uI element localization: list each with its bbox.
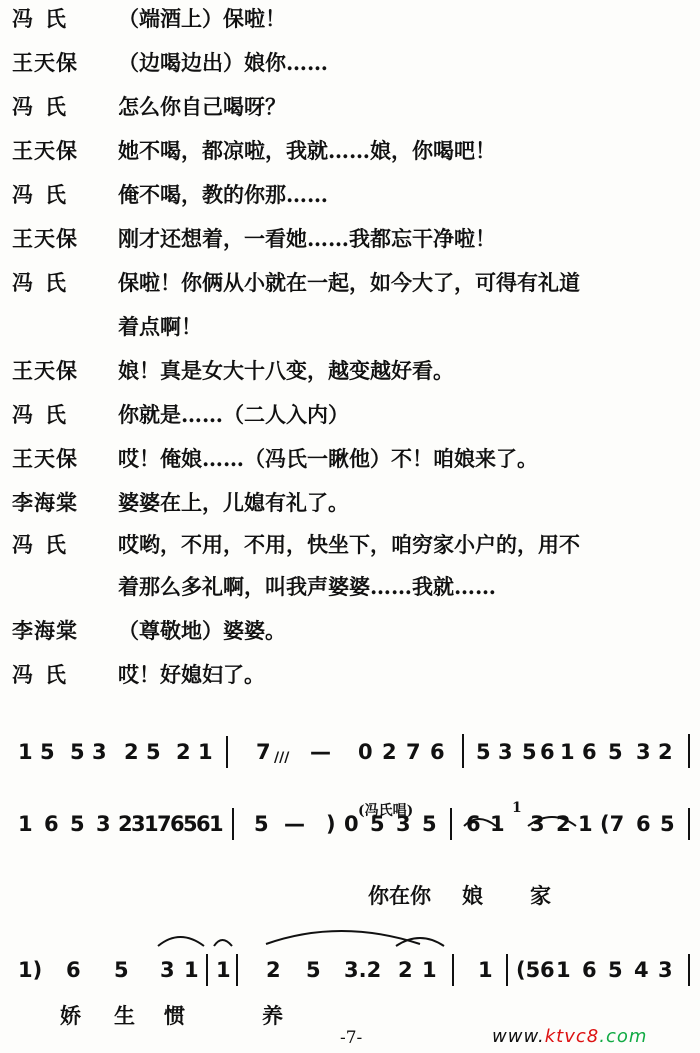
score-note: 3 bbox=[160, 958, 175, 982]
dialogue-text: 着那么多礼啊，叫我声婆婆……我就…… bbox=[118, 574, 496, 599]
score-note: 6 bbox=[430, 740, 445, 764]
watermark-part: www. bbox=[492, 1026, 545, 1047]
watermark-part: ktvc8 bbox=[544, 1026, 600, 1047]
dialogue-text: 着点啊！ bbox=[118, 314, 202, 339]
dialogue-text: （尊敬地）婆婆。 bbox=[118, 618, 286, 643]
score-note: 6 bbox=[66, 958, 81, 982]
score-note: 5 bbox=[70, 740, 85, 764]
score-note: 1 bbox=[18, 740, 33, 764]
score-note: 5 bbox=[608, 740, 623, 764]
bar-line bbox=[236, 954, 238, 986]
score-note: 2 bbox=[176, 740, 191, 764]
score-note: 7 bbox=[406, 740, 421, 764]
lyric-syllable: 惯 bbox=[164, 1003, 185, 1028]
bar-line bbox=[206, 954, 208, 986]
speaker-name: 王天保 bbox=[12, 358, 78, 383]
grace-note: 1 bbox=[512, 800, 522, 816]
score-note: 3 bbox=[530, 812, 545, 836]
score-note: 6 bbox=[636, 812, 651, 836]
bar-line bbox=[450, 808, 452, 840]
dialogue-text: 怎么你自己喝呀？ bbox=[118, 94, 286, 119]
slur-arc bbox=[158, 937, 204, 946]
lyric-syllable: 生 bbox=[114, 1003, 135, 1028]
score-note: (7 bbox=[600, 812, 625, 836]
speaker-name: 冯氏 bbox=[12, 270, 78, 295]
score-note: 1) bbox=[18, 958, 43, 982]
score-note: 6 bbox=[540, 958, 555, 982]
score-note: 3 bbox=[96, 812, 111, 836]
slur-arc bbox=[214, 940, 232, 946]
dialogue-text: 保啦！你俩从小就在一起，如今大了，可得有礼道 bbox=[118, 270, 580, 295]
speaker-name: 冯氏 bbox=[12, 662, 78, 687]
score-note: 7 bbox=[256, 740, 271, 764]
score-note: 6 bbox=[582, 958, 597, 982]
speaker-name: 冯氏 bbox=[12, 532, 78, 557]
score-note: 5 bbox=[370, 812, 385, 836]
score-note: 1 bbox=[18, 812, 33, 836]
score-note: ) bbox=[326, 812, 336, 836]
score-note: 6 bbox=[466, 812, 481, 836]
dialogue-text: 婆婆在上，儿媳有礼了。 bbox=[118, 490, 349, 515]
bar-line bbox=[462, 734, 464, 768]
score-note: 1 bbox=[209, 812, 224, 836]
bar-line bbox=[688, 954, 690, 986]
score-note: 2 bbox=[124, 740, 139, 764]
speaker-name: 王天保 bbox=[12, 138, 78, 163]
score-note: 1 bbox=[478, 958, 493, 982]
score-note: 5 bbox=[183, 812, 198, 836]
score-note: 5 bbox=[146, 740, 161, 764]
lyric-syllable: 你在你 bbox=[368, 883, 431, 908]
score-note: 5 bbox=[476, 740, 491, 764]
score-note: 0 bbox=[358, 740, 373, 764]
speaker-name: 王天保 bbox=[12, 226, 78, 251]
score-note: 1 bbox=[216, 958, 231, 982]
score-note: 5 bbox=[522, 740, 537, 764]
score-note: 5 bbox=[254, 812, 269, 836]
score-note: 1 bbox=[578, 812, 593, 836]
slur-arc bbox=[396, 938, 444, 946]
score-note: 1 bbox=[144, 812, 159, 836]
score-note: 6 bbox=[196, 812, 211, 836]
speaker-name: 冯氏 bbox=[12, 94, 78, 119]
watermark-part: .com bbox=[599, 1026, 648, 1047]
speaker-name: 王天保 bbox=[12, 446, 78, 471]
lyric-syllable: 家 bbox=[530, 883, 551, 908]
score-note: 3 bbox=[636, 740, 651, 764]
score-note: 5 bbox=[306, 958, 321, 982]
lyric-syllable: 娇 bbox=[60, 1003, 81, 1028]
singer-annotation: (冯氏唱) bbox=[358, 803, 414, 819]
bar-line bbox=[226, 736, 228, 768]
speaker-name: 李海棠 bbox=[12, 490, 78, 515]
dialogue-text: 哎哟，不用，不用，快坐下，咱穷家小户的，用不 bbox=[118, 532, 580, 557]
speaker-name: 冯氏 bbox=[12, 6, 78, 31]
score-row-1 bbox=[0, 740, 700, 780]
score-note: 3 bbox=[92, 740, 107, 764]
bar-line bbox=[452, 954, 454, 986]
page-number: -7- bbox=[340, 1028, 363, 1048]
score-note: 2 bbox=[658, 740, 673, 764]
score-note: 2 bbox=[266, 958, 281, 982]
trill-mark: /// bbox=[274, 750, 290, 766]
dialogue-text: 俺不喝，教的你那…… bbox=[118, 182, 328, 207]
score-note: 2 bbox=[118, 812, 133, 836]
score-note: 2 bbox=[398, 958, 413, 982]
score-note: 5 bbox=[70, 812, 85, 836]
slur-arc bbox=[266, 931, 420, 944]
score-note: 5 bbox=[422, 812, 437, 836]
score-note: 7 bbox=[157, 812, 172, 836]
score-note: 1 bbox=[184, 958, 199, 982]
lyric-syllable: 娘 bbox=[462, 883, 483, 908]
dialogue-text: （端酒上）保啦！ bbox=[118, 6, 286, 31]
score-note: — bbox=[284, 812, 305, 836]
dialogue-text: 刚才还想着，一看她……我都忘干净啦！ bbox=[118, 226, 496, 251]
score-note: 1 bbox=[560, 740, 575, 764]
bar-line bbox=[688, 734, 690, 768]
score-note: 3 bbox=[131, 812, 146, 836]
dialogue-text: 娘！真是女大十八变，越变越好看。 bbox=[118, 358, 454, 383]
score-note: 1 bbox=[198, 740, 213, 764]
speaker-name: 冯氏 bbox=[12, 182, 78, 207]
bar-line bbox=[506, 954, 508, 986]
score-note: 6 bbox=[44, 812, 59, 836]
score-note: (5 bbox=[516, 958, 541, 982]
score-note: 3.2 bbox=[344, 958, 382, 982]
score-note: 1 bbox=[556, 958, 571, 982]
score-note: 1 bbox=[490, 812, 505, 836]
score-note: 2 bbox=[556, 812, 571, 836]
score-note: 3 bbox=[396, 812, 411, 836]
score-note: 1 bbox=[422, 958, 437, 982]
dialogue-text: 她不喝，都凉啦，我就……娘，你喝吧！ bbox=[118, 138, 496, 163]
dialogue-text: 哎！好媳妇了。 bbox=[118, 662, 265, 687]
score-note: 5 bbox=[40, 740, 55, 764]
score-note: 5 bbox=[660, 812, 675, 836]
score-note: 3 bbox=[658, 958, 673, 982]
score-note: 6 bbox=[170, 812, 185, 836]
bar-line bbox=[688, 808, 690, 840]
speaker-name: 李海棠 bbox=[12, 618, 78, 643]
bar-line bbox=[232, 808, 234, 840]
score-note: 5 bbox=[114, 958, 129, 982]
score-note: 0 bbox=[344, 812, 359, 836]
watermark bbox=[492, 1026, 647, 1047]
score-note: 5 bbox=[608, 958, 623, 982]
score-note: 4 bbox=[634, 958, 649, 982]
lyric-syllable: 养 bbox=[262, 1003, 283, 1028]
speaker-name: 王天保 bbox=[12, 50, 78, 75]
score-note: 6 bbox=[540, 740, 555, 764]
score-note: 3 bbox=[498, 740, 513, 764]
dialogue-text: 你就是……（二人入内） bbox=[118, 402, 349, 427]
score-note: 2 bbox=[382, 740, 397, 764]
dialogue-text: （边喝边出）娘你…… bbox=[118, 50, 328, 75]
score-row-3 bbox=[0, 958, 700, 998]
score-note: 6 bbox=[582, 740, 597, 764]
dialogue-text: 哎！俺娘……（冯氏一瞅他）不！咱娘来了。 bbox=[118, 446, 538, 471]
speaker-name: 冯氏 bbox=[12, 402, 78, 427]
score-note: — bbox=[310, 740, 331, 764]
